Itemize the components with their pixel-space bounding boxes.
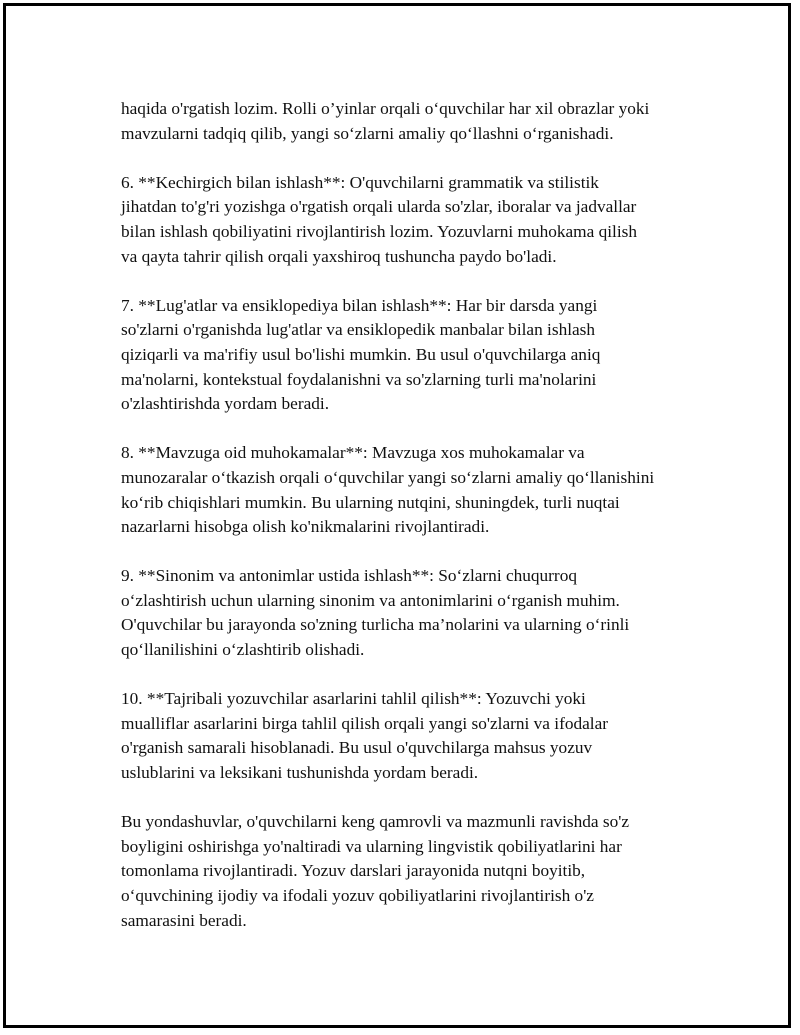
text-line: munozaralar o‘tkazish orqali o‘quvchilar yangi so‘zlarni amaliy qo‘llanishini (121, 467, 655, 487)
text-line: bilan ishlash qobiliyatini rivojlantirish lozim. Yozuvlarni muhokama qilish (121, 221, 637, 241)
text-line: jihatdan to'g'ri yozishga o'rgatish orqali ularda so'zlar, iboralar va jadvallar (121, 197, 637, 217)
paragraph-item-8 (121, 441, 701, 539)
text-line: boyligini oshirishga yo'naltiradi va ularning lingvistik qobiliyatlarini har (121, 836, 622, 856)
document-body (121, 97, 701, 958)
text-line: uslublarini va leksikani tushunishda yordam beradi. (121, 763, 479, 783)
text-line: o‘quvchining ijodiy va ifodali yozuv qobiliyatlarini rivojlantirish o'z (121, 886, 594, 905)
paragraph-conclusion (121, 810, 701, 933)
paragraph-roleplay-continuation (121, 97, 701, 146)
paragraph-item-9 (121, 564, 701, 662)
text-line: 6. **Kechirgich bilan ishlash**: O'quvchilarni grammatik va stilistik (121, 172, 599, 192)
text-line: va qayta tahrir qilish orqali yaxshiroq tushuncha paydo bo'ladi. (121, 246, 557, 266)
text-line: qiziqarli va ma'rifiy usul bo'lishi mumkin. Bu usul o'quvchilarga aniq (121, 344, 601, 364)
text-line: so'zlarni o'rganishda lug'atlar va ensiklopedik manbalar bilan ishlash (121, 320, 596, 340)
paragraph-item-10 (121, 687, 701, 785)
text-line: o'zlashtirishda yordam beradi. (121, 394, 330, 414)
text-line: 8. **Mavzuga oid muhokamalar**: Mavzuga xos muhokamalar va (121, 443, 585, 463)
text-line: 9. **Sinonim va antonimlar ustida ishlash**: So‘zlarni chuqurroq (121, 566, 577, 586)
text-line: ma'nolarni, kontekstual foydalanishni va so'zlarning turli ma'nolarini (121, 369, 597, 389)
text-line: nazarlarni hisobga olish ko'nikmalarini rivojlantiradi. (121, 517, 490, 537)
paragraph-item-7 (121, 294, 701, 417)
text-line: 10. **Tajribali yozuvchilar asarlarini tahlil qilish**: Yozuvchi yoki (121, 689, 586, 709)
text-line: haqida o'rgatish lozim. Rolli o’yinlar orqali o‘quvchilar har xil obrazlar yoki (121, 99, 650, 118)
text-line: ko‘rib chiqishlari mumkin. Bu ularning nutqini, shuningdek, turli nuqtai (121, 492, 620, 512)
text-line: O'quvchilar bu jarayonda so'zning turlicha ma’nolarini va ularning o‘rinli (121, 615, 630, 635)
text-line: mavzularni tadqiq qilib, yangi so‘zlarni amaliy qo‘llashni o‘rganishadi. (121, 123, 614, 143)
text-line: o‘zlashtirish uchun ularning sinonim va antonimlarini o‘rganish muhim. (121, 590, 620, 610)
page-frame (3, 3, 791, 1028)
text-line: qo‘llanilishini o‘zlashtirib olishadi. (121, 640, 365, 660)
text-line: 7. **Lug'atlar va ensiklopediya bilan ishlash**: Har bir darsda yangi (121, 295, 598, 315)
text-line: o'rganish samarali hisoblanadi. Bu usul o'quvchilarga mahsus yozuv (121, 738, 593, 758)
text-line: samarasini beradi. (121, 910, 247, 930)
paragraph-item-6 (121, 171, 701, 269)
text-line: mualliflar asarlarini birga tahlil qilish orqali yangi so'zlarni va ifodalar (121, 713, 608, 733)
text-line: tomonlama rivojlantiradi. Yozuv darslari jarayonida nutqni boyitib, (121, 861, 586, 881)
text-line: Bu yondashuvlar, o'quvchilarni keng qamrovli va mazmunli ravishda so'z (121, 812, 630, 832)
